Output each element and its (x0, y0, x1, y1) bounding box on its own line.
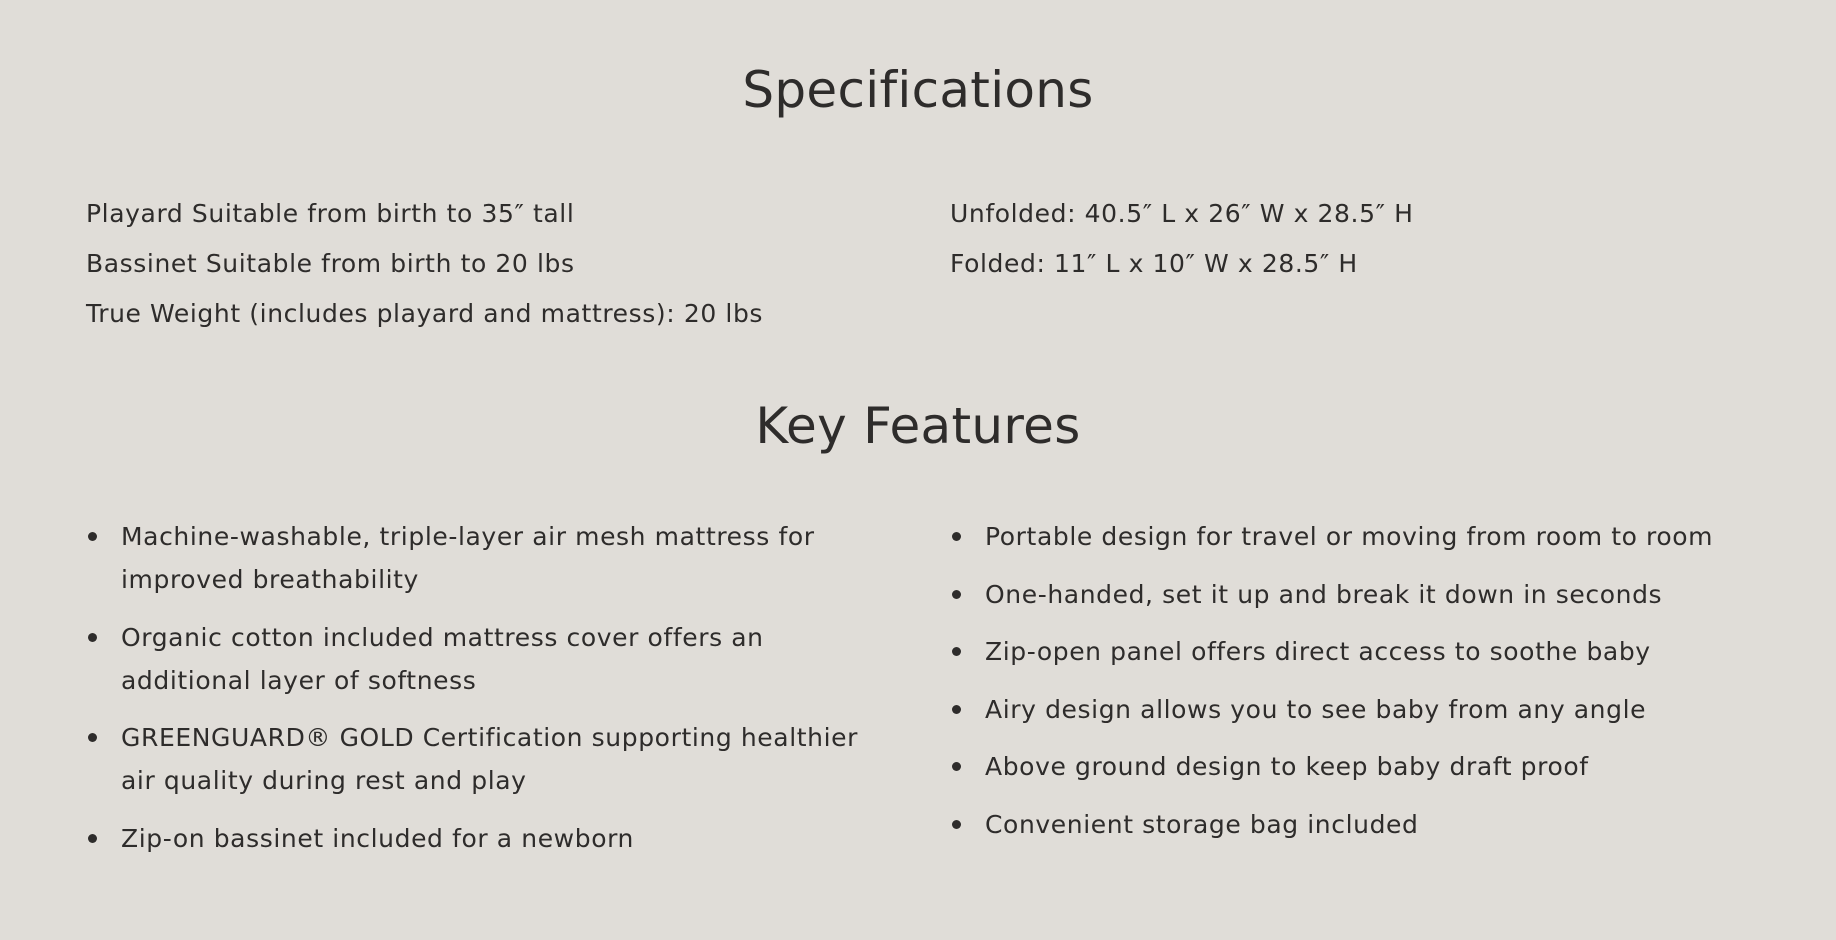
bullet-icon (952, 705, 961, 714)
feature-text: Portable design for travel or moving from room to room (985, 522, 1714, 551)
feature-item (86, 515, 921, 601)
feature-item (86, 817, 921, 860)
bullet-icon (88, 733, 97, 742)
feature-item (950, 573, 1830, 616)
feature-item (950, 630, 1830, 673)
feature-item (86, 616, 921, 702)
bullet-icon (88, 532, 97, 541)
specifications-heading: Specifications (742, 61, 1094, 119)
spec-item: Bassinet Suitable from birth to 20 lbs (86, 249, 575, 278)
specifications-list-right (950, 189, 1770, 289)
spec-item: Folded: 11″ L x 10″ W x 28.5″ H (950, 249, 1358, 278)
feature-item (86, 716, 921, 802)
feature-text: Convenient storage bag included (985, 809, 1419, 839)
bullet-icon (952, 820, 961, 829)
key-features-list-right (950, 515, 1830, 860)
spec-item: True Weight (includes playard and mattress): 20 lbs (86, 299, 764, 328)
key-features-heading: Key Features (755, 397, 1081, 455)
feature-text: Machine-washable, triple-layer air mesh mattress for improved breathability (121, 522, 815, 594)
feature-item (950, 688, 1830, 731)
feature-text: GREENGUARD® GOLD Certification supporting healthier air quality during rest and play (121, 723, 858, 795)
feature-text: Airy design allows you to see baby from any angle (985, 694, 1647, 724)
feature-text: Organic cotton included mattress cover offers an additional layer of softness (121, 622, 764, 695)
spec-item: Playard Suitable from birth to 35″ tall (86, 199, 575, 228)
key-features-list-left (86, 515, 906, 874)
feature-text: Zip-open panel offers direct access to soothe baby (985, 637, 1651, 666)
feature-item (950, 803, 1830, 846)
bullet-icon (952, 647, 961, 656)
spec-item: Unfolded: 40.5″ L x 26″ W x 28.5″ H (950, 199, 1414, 228)
feature-item (950, 745, 1830, 788)
specifications-list-left (86, 189, 906, 339)
feature-text: One-handed, set it up and break it down in seconds (985, 579, 1663, 609)
bullet-icon (952, 590, 961, 599)
bullet-icon (952, 532, 961, 541)
bullet-icon (88, 834, 97, 843)
feature-text: Above ground design to keep baby draft proof (985, 752, 1589, 781)
bullet-icon (952, 762, 961, 771)
feature-text: Zip-on bassinet included for a newborn (121, 823, 634, 853)
bullet-icon (88, 633, 97, 642)
feature-item (950, 515, 1830, 558)
